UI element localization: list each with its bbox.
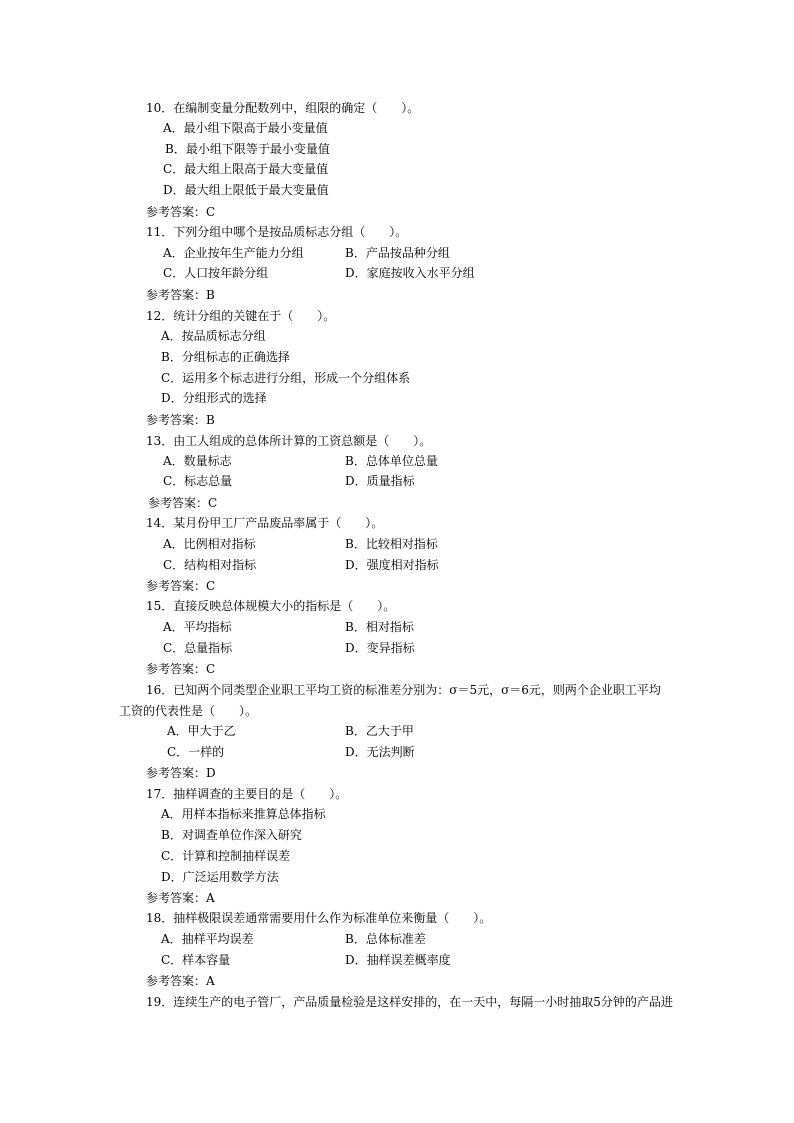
question-stem: 15．直接反映总体规模大小的指标是（ ）。: [146, 599, 396, 613]
option-a: A．平均指标: [163, 620, 232, 634]
option-c: C．最大组上限高于最大变量值: [163, 162, 329, 176]
option-a: A．用样本指标来推算总体指标: [161, 807, 326, 821]
answer-text: 参考答案：C: [146, 205, 216, 219]
question-stem: 18．抽样极限误差通常需要用什么作为标准单位来衡量（ ）。: [146, 911, 492, 925]
option-b: B．分组标志的正确选择: [161, 350, 290, 364]
option-a: A．企业按年生产能力分组: [163, 246, 304, 260]
question-stem: 19．连续生产的电子管厂，产品质量检验是这样安排的，在一天中，每隔一小时抽取5分钟的产品进: [146, 995, 673, 1009]
question-stem: 14．某月份甲工厂产品废品率属于（ ）。: [146, 516, 384, 530]
option-a: A．按品质标志分组: [161, 329, 266, 343]
option-d: D．抽样误差概率度: [345, 953, 451, 967]
option-c: C．运用多个标志进行分组，形成一个分组体系: [161, 371, 411, 385]
option-a: A．数量标志: [163, 454, 232, 468]
option-c: C．计算和控制抽样误差: [161, 849, 291, 863]
option-d: D．质量指标: [345, 474, 415, 488]
option-a: A．抽样平均误差: [161, 932, 254, 946]
option-b: B．总体单位总量: [345, 454, 438, 468]
option-d: D．家庭按收入水平分组: [345, 266, 475, 280]
option-a: A．甲大于乙: [167, 724, 236, 738]
option-b: B．乙大于甲: [345, 724, 414, 738]
option-a: A．比例相对指标: [163, 537, 256, 551]
option-d: D．广泛运用数学方法: [161, 870, 279, 884]
option-d: D．最大组上限低于最大变量值: [163, 183, 329, 197]
option-c: C．总量指标: [163, 641, 233, 655]
answer-text: 参考答案：C: [146, 579, 216, 593]
answer-text: 参考答案：A: [146, 974, 215, 988]
answer-text: 参考答案：B: [146, 413, 215, 427]
question-stem: 17．抽样调查的主要目的是（ ）。: [146, 787, 348, 801]
question-stem-continued: 工资的代表性是（ ）。: [119, 704, 258, 718]
option-b: B．比较相对指标: [345, 537, 438, 551]
option-b: B．对调查单位作深入研究: [161, 828, 302, 842]
option-b: B．总体标准差: [345, 932, 426, 946]
option-b: B．相对指标: [345, 620, 414, 634]
answer-text: 参考答案：C: [146, 662, 216, 676]
option-d: D．强度相对指标: [345, 558, 439, 572]
option-c: C．样本容量: [161, 953, 231, 967]
option-a: A．最小组下限高于最小变量值: [163, 121, 328, 135]
option-d: D．分组形式的选择: [161, 391, 267, 405]
answer-text: 参考答案：C: [148, 496, 218, 510]
option-d: D．无法判断: [345, 745, 415, 759]
answer-text: 参考答案：D: [146, 766, 216, 780]
question-stem: 11．下列分组中哪个是按品质标志分组（ ）。: [146, 225, 408, 239]
option-c: C．标志总量: [163, 474, 233, 488]
option-b: B．产品按品种分组: [345, 246, 450, 260]
question-stem: 13．由工人组成的总体所计算的工资总额是（ ）。: [146, 434, 432, 448]
answer-text: 参考答案：A: [146, 891, 215, 905]
option-b: B．最小组下限等于最小变量值: [165, 142, 330, 156]
question-stem: 10．在编制变量分配数列中，组限的确定（ ）。: [146, 101, 420, 115]
option-d: D．变异指标: [345, 641, 415, 655]
question-stem: 12．统计分组的关键在于（ ）。: [146, 309, 336, 323]
answer-text: 参考答案：B: [146, 288, 215, 302]
option-c: C．一样的: [167, 745, 225, 759]
option-c: C．人口按年龄分组: [163, 266, 269, 280]
question-stem: 16．已知两个同类型企业职工平均工资的标准差分别为：σ＝5元，σ＝6元，则两个企业职工平均: [146, 683, 661, 697]
option-c: C．结构相对指标: [163, 558, 257, 572]
